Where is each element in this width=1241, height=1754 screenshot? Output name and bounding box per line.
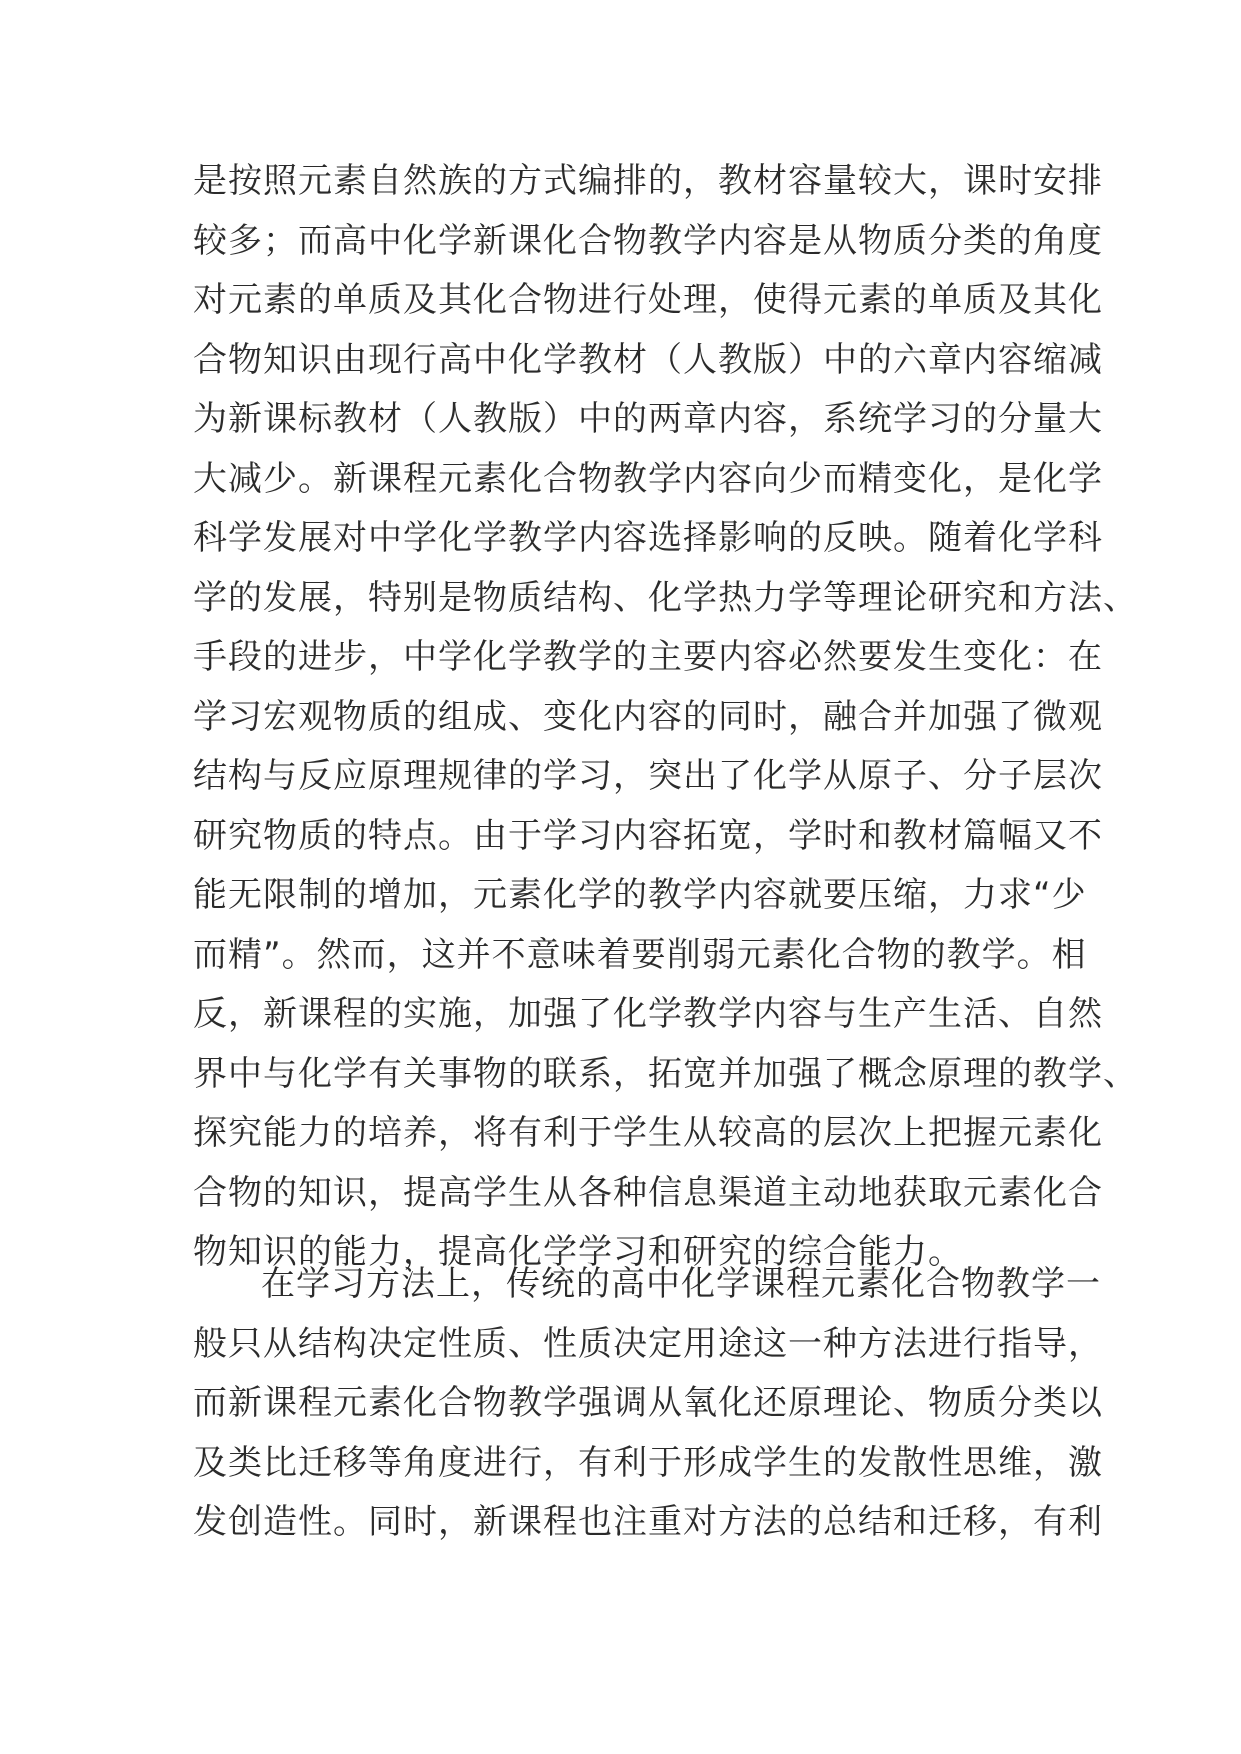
text-line: 对元素的单质及其化合物进行处理，使得元素的单质及其化: [193, 280, 1103, 320]
text-line: 合物知识由现行高中化学教材（人教版）中的六章内容缩减: [193, 339, 1103, 380]
text-line: 较多；而高中化学新课化合物教学内容是从物质分类的角度: [193, 220, 1103, 261]
text-line: 物知识的能力，提高化学学习和研究的综合能力。: [193, 1232, 963, 1272]
paragraph-1: [193, 152, 1138, 1283]
text-line: 科学发展对中学化学教学内容选择影响的反映。随着化学科: [193, 518, 1103, 558]
text-line: 学的发展，特别是物质结构、化学热力学等理论研究和方法、: [193, 577, 1138, 618]
text-line: 反，新课程的实施，加强了化学教学内容与生产生活、自然: [193, 994, 1103, 1034]
text-line: 而精”。然而，这并不意味着要削弱元素化合物的教学。相: [193, 934, 1087, 975]
text-line: 探究能力的培养，将有利于学生从较高的层次上把握元素化: [193, 1113, 1103, 1153]
text-line: 发创造性。同时，新课程也注重对方法的总结和迁移，有利: [193, 1502, 1103, 1542]
text-line: 及类比迁移等角度进行，有利于形成学生的发散性思维，激: [193, 1442, 1103, 1483]
text-line: 界中与化学有关事物的联系，拓宽并加强了概念原理的教学、: [193, 1053, 1138, 1094]
text-line: 大减少。新课程元素化合物教学内容向少而精变化，是化学: [193, 458, 1103, 499]
text-line: 合物的知识，提高学生从各种信息渠道主动地获取元素化合: [193, 1172, 1103, 1213]
text-line: 能无限制的增加，元素化学的教学内容就要压缩，力求“少: [193, 875, 1087, 915]
text-line: 结构与反应原理规律的学习，突出了化学从原子、分子层次: [193, 756, 1103, 796]
text-line: 是按照元素自然族的方式编排的，教材容量较大，课时安排: [193, 161, 1103, 201]
text-line: 为新课标教材（人教版）中的两章内容，系统学习的分量大: [193, 399, 1103, 439]
text-line: 在学习方法上，传统的高中化学课程元素化合物教学一: [261, 1264, 1101, 1304]
text-line: 研究物质的特点。由于学习内容拓宽，学时和教材篇幅又不: [193, 815, 1103, 856]
paragraph-2: [193, 1255, 1103, 1553]
text-line: 学习宏观物质的组成、变化内容的同时，融合并加强了微观: [193, 696, 1103, 737]
text-line: 而新课程元素化合物教学强调从氧化还原理论、物质分类以: [193, 1383, 1103, 1423]
text-line: 般只从结构决定性质、性质决定用途这一种方法进行指导，: [193, 1323, 1103, 1364]
text-line: 手段的进步，中学化学教学的主要内容必然要发生变化：在: [193, 637, 1103, 677]
